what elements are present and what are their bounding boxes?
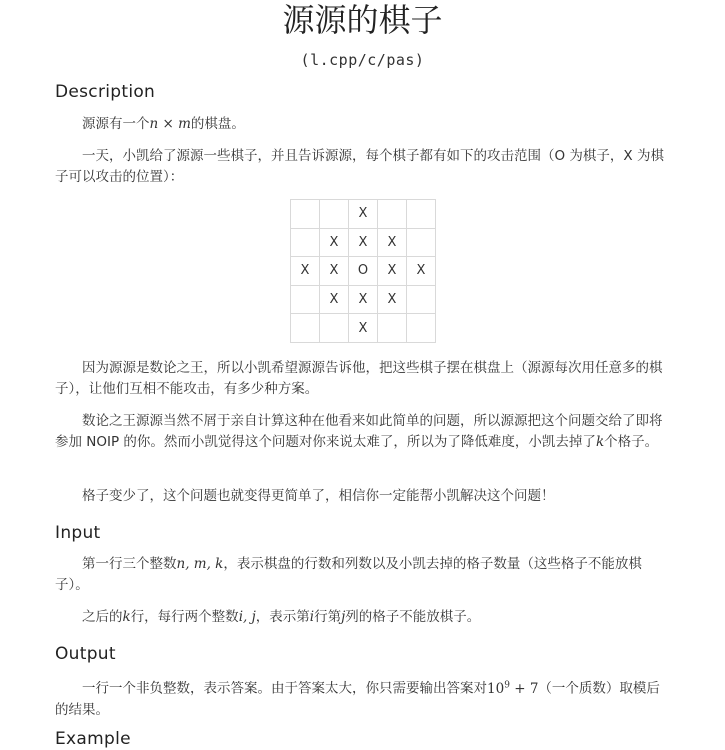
description-paragraph-5: 格子变少了，这个问题也就变得更简单了，相信你一定能帮小凯解决这个问题！ bbox=[82, 488, 555, 504]
math-modulus bbox=[487, 681, 538, 697]
text-span: 行第 bbox=[314, 609, 342, 625]
grid-cell bbox=[320, 314, 349, 343]
input-paragraph-1 bbox=[55, 554, 667, 596]
grid-cell bbox=[378, 314, 407, 343]
grid-cell bbox=[378, 200, 407, 229]
input-heading: Input bbox=[55, 523, 101, 543]
grid-cell bbox=[291, 285, 320, 314]
text-span: 个格子。 bbox=[604, 434, 659, 450]
file-name-subtitle: (l.cpp/c/pas) bbox=[300, 51, 425, 69]
example-heading: Example bbox=[55, 729, 131, 749]
grid-cell: X bbox=[378, 228, 407, 257]
text-span: 列的格子不能放棋子。 bbox=[345, 609, 481, 625]
grid-cell: O bbox=[349, 257, 378, 286]
grid-cell bbox=[291, 314, 320, 343]
grid-row bbox=[291, 257, 436, 286]
grid-row bbox=[291, 314, 436, 343]
text-span: 之后的 bbox=[82, 609, 123, 625]
grid-cell: X bbox=[407, 257, 436, 286]
math-n-m-k: n, m, k bbox=[176, 556, 224, 572]
description-paragraph-4 bbox=[55, 411, 667, 453]
text-span: （一个质数）取模后的结果。 bbox=[55, 680, 660, 718]
math-i-j: i, j bbox=[238, 609, 256, 625]
grid-cell bbox=[407, 228, 436, 257]
math-i: i bbox=[309, 609, 315, 625]
text-span: 的棋盘。 bbox=[190, 116, 245, 132]
text-span: 数论之王源源当然不屑于亲自计算这种在他看来如此简单的问题，所以源源把这个问题交给了即将参加 NOIP 的你。然而小凯觉得这个问题对你来说太难了，所以为了降低难度，小凯去掉了 bbox=[55, 413, 663, 450]
grid-cell: X bbox=[349, 314, 378, 343]
math-k: k bbox=[122, 609, 131, 625]
grid-cell: X bbox=[320, 228, 349, 257]
text-span: 源源有一个 bbox=[82, 116, 150, 132]
math-k: k bbox=[595, 434, 605, 450]
text-span: 第一行三个整数 bbox=[82, 556, 177, 572]
math-plus-seven: + 7 bbox=[509, 680, 539, 697]
grid-cell bbox=[320, 200, 349, 229]
description-paragraph-2: 一天，小凯给了源源一些棋子，并且告诉源源，每个棋子都有如下的攻击范围（O 为棋子，X 为棋子可以攻击的位置）： bbox=[55, 148, 664, 185]
output-heading: Output bbox=[55, 644, 116, 664]
input-paragraph-2 bbox=[55, 607, 667, 628]
grid-cell: X bbox=[378, 285, 407, 314]
grid-cell bbox=[407, 285, 436, 314]
text-span: ，表示棋盘的行数和列数以及小凯去掉的格子数量（这些格子不能放棋子）。 bbox=[55, 556, 642, 593]
text-span: 行，每行两个整数 bbox=[130, 609, 239, 625]
description-heading: Description bbox=[55, 82, 156, 102]
math-n-times-m: n × m bbox=[149, 116, 191, 132]
grid-cell bbox=[407, 200, 436, 229]
grid-row bbox=[291, 228, 436, 257]
grid-row bbox=[291, 285, 436, 314]
grid-cell bbox=[291, 228, 320, 257]
page-title: 源源的棋子 bbox=[282, 1, 443, 39]
grid-cell: X bbox=[320, 285, 349, 314]
math-base: 10 bbox=[487, 680, 505, 697]
math-j: j bbox=[341, 609, 346, 625]
grid-cell bbox=[291, 200, 320, 229]
grid-cell: X bbox=[320, 257, 349, 286]
grid-cell: X bbox=[291, 257, 320, 286]
description-paragraph-1 bbox=[55, 114, 667, 135]
grid-cell: X bbox=[349, 285, 378, 314]
grid-cell bbox=[407, 314, 436, 343]
attack-range-grid bbox=[290, 199, 436, 343]
grid-row bbox=[291, 200, 436, 229]
grid-cell: X bbox=[349, 200, 378, 229]
grid-cell: X bbox=[349, 228, 378, 257]
text-span: ，表示第 bbox=[255, 609, 310, 625]
description-paragraph-3: 因为源源是数论之王，所以小凯希望源源告诉他，把这些棋子摆在棋盘上（源源每次用任意多的棋子），让他们互相不能攻击，有多少种方案。 bbox=[55, 360, 663, 397]
grid-cell: X bbox=[378, 257, 407, 286]
math-exponent: 9 bbox=[504, 680, 510, 690]
text-span: 一行一个非负整数，表示答案。由于答案太大，你只需要输出答案对 bbox=[82, 680, 487, 697]
output-paragraph-1 bbox=[55, 675, 667, 721]
